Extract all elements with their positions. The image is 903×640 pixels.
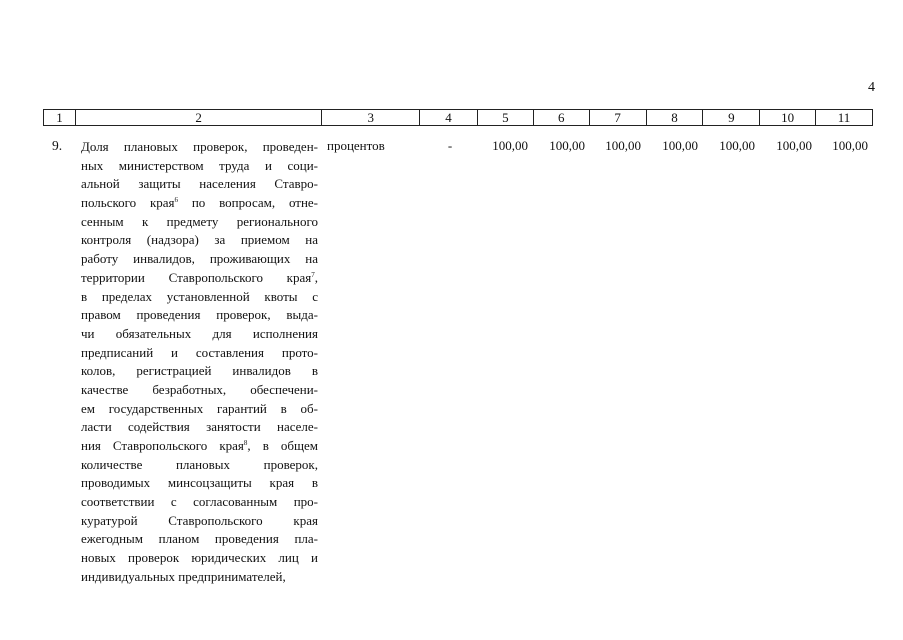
description-line: [81, 288, 318, 307]
description-line: [81, 530, 318, 549]
description-text: качестве безработных, обеспечени-: [81, 381, 318, 397]
description-text: куратурой Ставропольского края: [81, 512, 318, 528]
description-line: [81, 437, 318, 456]
description-text: чи обязательных для исполнения: [81, 325, 318, 341]
description-line: [81, 493, 318, 512]
page-number: 4: [868, 80, 875, 95]
unit-of-measure: процентов: [327, 138, 385, 153]
footnote-marker: 7: [311, 270, 315, 279]
description-line: [81, 456, 318, 475]
description-text: Доля плановых проверок, проведен-: [81, 139, 318, 154]
description-line: [81, 400, 318, 419]
description-text: альной защиты населения Ставро-: [81, 176, 318, 192]
table-header-row: [43, 109, 873, 126]
description-text: ласти содействия занятости населе-: [81, 419, 318, 435]
indicator-description: [81, 138, 318, 587]
description-text: территории Ставропольского края: [81, 269, 312, 285]
description-line: [81, 138, 318, 157]
column-4-value: -: [447, 138, 453, 153]
description-text: правом проведения проверок, выда-: [81, 307, 318, 323]
header-col-9: 9: [703, 110, 760, 125]
description-line: [81, 474, 318, 493]
description-line: [81, 325, 318, 344]
value-col-11: 100,00: [832, 138, 868, 153]
description-text: новых проверок юридических лиц и: [81, 550, 318, 566]
description-text: польского края: [81, 195, 175, 211]
description-text: индивидуальных предпринимателей,: [81, 568, 286, 584]
row-number: 9.: [52, 138, 63, 153]
header-col-2: 2: [76, 110, 322, 125]
description-line: [81, 344, 318, 363]
header-col-8: 8: [647, 110, 704, 125]
header-col-10: 10: [760, 110, 816, 125]
description-text: количестве плановых проверок,: [81, 456, 318, 472]
description-line: [81, 362, 318, 381]
description-text: сенным к предмету регионального: [81, 213, 318, 229]
header-col-4: 4: [420, 110, 478, 125]
description-text: предписаний и составления прото-: [81, 344, 318, 360]
value-col-6: 100,00: [549, 138, 585, 153]
description-text: , в общем: [247, 438, 319, 453]
value-col-5: 100,00: [492, 138, 528, 153]
description-line: [81, 418, 318, 437]
footnote-marker: 6: [174, 196, 179, 205]
description-line: [81, 269, 318, 288]
header-col-3: 3: [322, 110, 420, 125]
description-text: колов, регистрацией инвалидов в: [81, 363, 318, 379]
value-col-9: 100,00: [719, 138, 755, 153]
header-col-1: 1: [44, 110, 76, 125]
description-text: в пределах установленной квоты с: [81, 288, 318, 304]
description-line: [81, 568, 318, 587]
description-line: [81, 306, 318, 325]
value-col-8: 100,00: [662, 138, 698, 153]
description-line: [81, 381, 318, 400]
description-text: работу инвалидов, проживающих на: [81, 251, 318, 267]
description-text: ных министерством труда и соци-: [81, 157, 318, 173]
description-line: [81, 231, 318, 250]
description-line: [81, 194, 318, 213]
description-line: [81, 250, 318, 269]
description-text: ем государственных гарантий в об-: [81, 400, 318, 416]
header-col-6: 6: [534, 110, 590, 125]
description-text: контроля (надзора) за приемом на: [81, 232, 318, 248]
description-line: [81, 157, 318, 176]
description-line: [81, 213, 318, 232]
description-text: ния Ставропольского края: [81, 438, 244, 453]
description-text: ,: [314, 269, 318, 285]
value-col-10: 100,00: [776, 138, 812, 153]
description-text: по вопросам, отне-: [178, 195, 319, 211]
description-line: [81, 512, 318, 531]
value-col-7: 100,00: [605, 138, 641, 153]
description-text: ежегодным планом проведения пла-: [81, 531, 318, 547]
description-text: соответствии с согласованным про-: [81, 494, 318, 510]
footnote-marker: 8: [243, 439, 248, 447]
header-col-5: 5: [478, 110, 534, 125]
header-col-11: 11: [837, 110, 851, 125]
description-line: [81, 549, 318, 568]
description-text: проводимых минсоцзащиты края в: [81, 475, 318, 491]
description-line: [81, 175, 318, 194]
header-col-7: 7: [590, 110, 647, 125]
